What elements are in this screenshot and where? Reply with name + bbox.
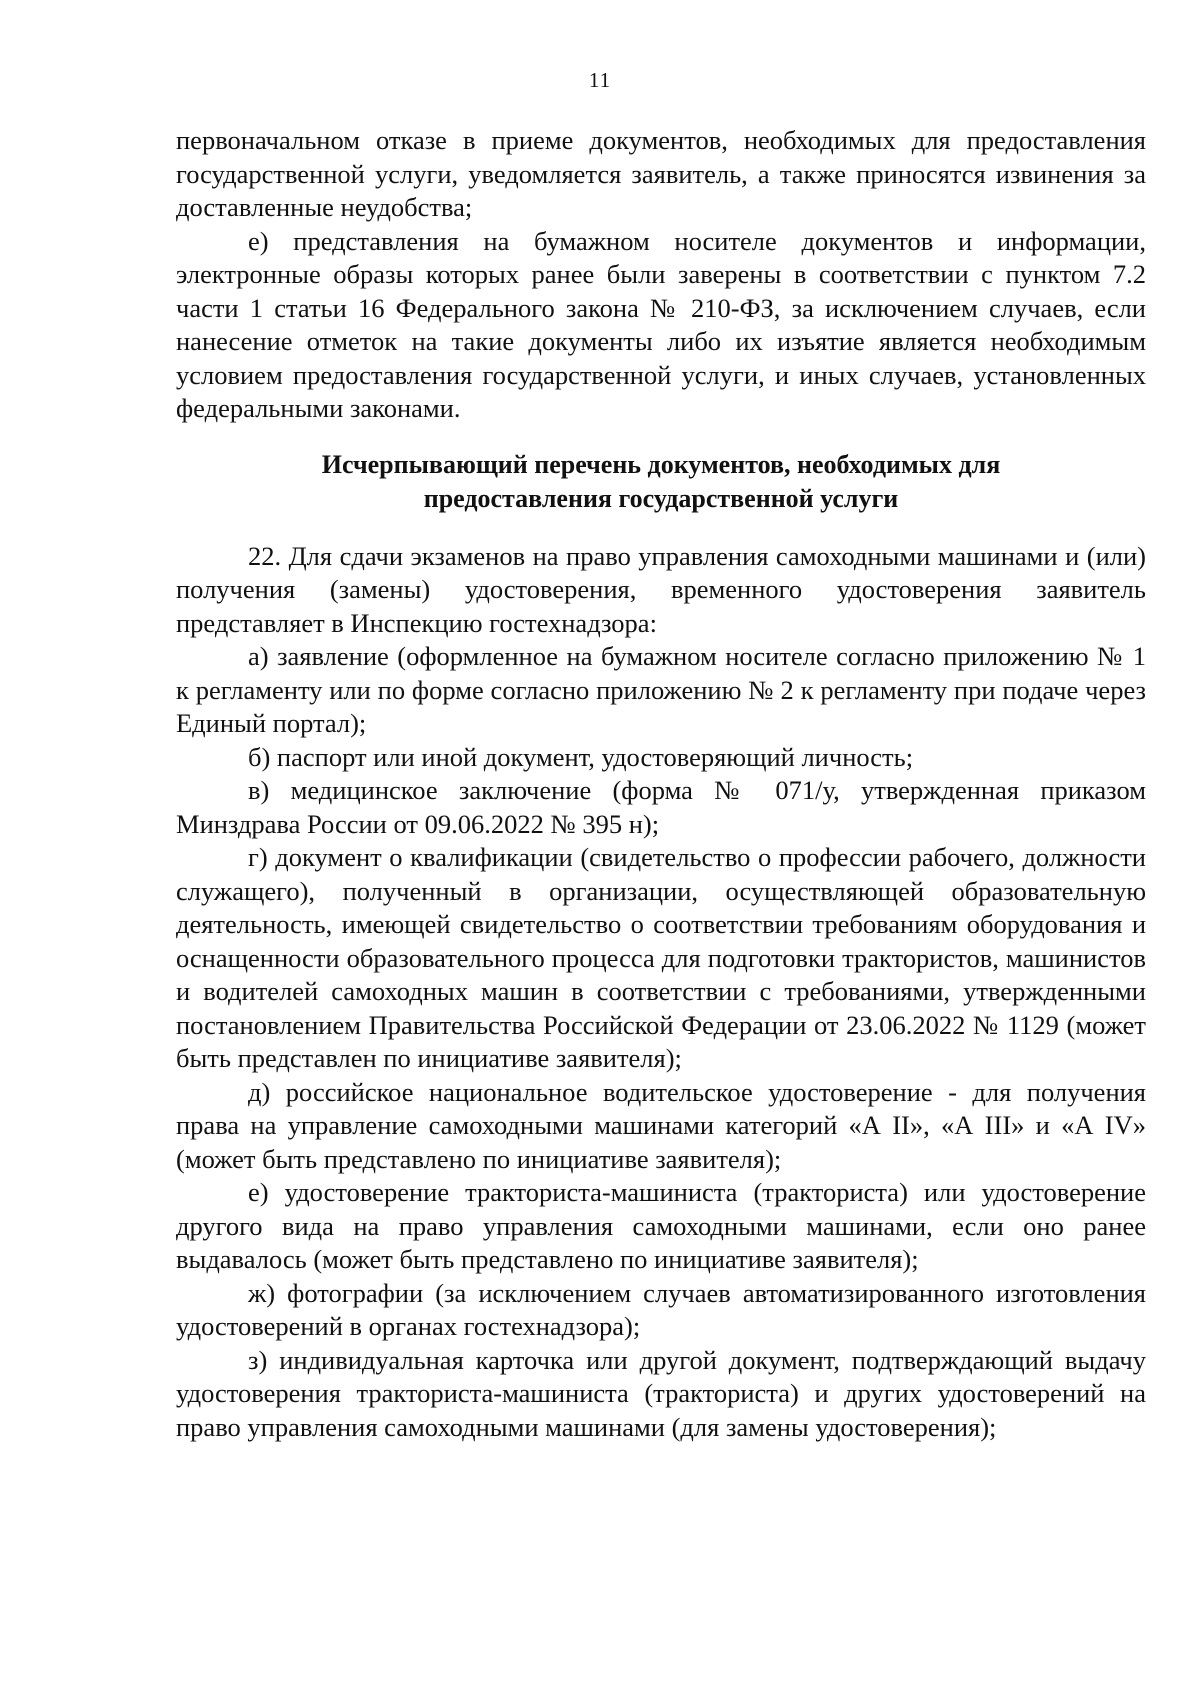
list-item-a: а) заявление (оформленное на бумажном носителе согласно приложению № 1 к регламенту или по форме согласно приложению № 2 к регламенту при подаче через Единый портал); [176, 641, 1146, 738]
section-heading-line-2: предоставления государственной услуги [423, 483, 899, 513]
list-item-d: д) российское национальное водительское удостоверение - для получения права на управление самоходными машинами категорий «А II», «А III» и «А IV» (может быть представлено по инициативе заявителя); [176, 1076, 1146, 1174]
list-item-zh: ж) фотографии (за исключением случаев автоматизированного изготовления удостоверений в органах гостехнадзора); [176, 1277, 1146, 1341]
list-item-v: в) медицинское заключение (форма № 071/у, утвержденная приказом Минздрава России от 09.06.2022 № 395 н); [176, 775, 1146, 839]
paragraph-item-e-representation: е) представления на бумажном носителе документов и информации, электронные образы которых ранее были заверены в соответствии с пунктом 7.2 части 1 статьи 16 Федерального закона № 210-ФЗ, за исключением случаев, если нанесение отметок на такие документы либо их изъятие является необходимым условием предоставления государственной услуги, и иных случаев, установленных федеральными законами. [176, 225, 1146, 423]
list-item-g: г) документ о квалификации (свидетельство о профессии рабочего, должности служащего), полученный в организации, осуществляющей образовательную деятельность, имеющей свидетельство о соответствии требованиям оборудования и оснащенности образовательного процесса для подготовки трактористов, машинистов и водителей самоходных машин в соответствии с требованиями, утвержденными постановлением Правительства Российской Федерации от 23.06.2022 № 1129 (может быть представлен по инициативе заявителя); [176, 842, 1146, 1073]
document-body [176, 124, 1146, 1444]
page-number: 11 [588, 68, 612, 92]
list-item-b: б) паспорт или иной документ, удостоверяющий личность; [248, 741, 914, 772]
list-item-e: е) удостоверение тракториста-машиниста (тракториста) или удостоверение другого вида на право управления самоходными машинами, если оно ранее выдавалось (может быть представлено по инициативе заявителя); [176, 1177, 1146, 1274]
paragraph-continuation: первоначальном отказе в приеме документов, необходимых для предоставления государственной услуги, уведомляется заявитель, а также приносятся извинения за доставленные неудобства; [176, 125, 1146, 222]
paragraph-22-intro: 22. Для сдачи экзаменов на право управления самоходными машинами и (или) получения (замены) удостоверения, временного удостоверения заявитель представляет в Инспекцию гостехнадзора: [176, 540, 1146, 638]
section-heading [176, 448, 1146, 516]
section-heading-line-1: Исчерпывающий перечень документов, необходимых для [321, 449, 1001, 479]
list-item-z: з) индивидуальная карточка или другой документ, подтверждающий выдачу удостоверения тракториста-машиниста (тракториста) и других удостоверений на право управления самоходными машинами (для замены удостоверения); [176, 1344, 1146, 1442]
